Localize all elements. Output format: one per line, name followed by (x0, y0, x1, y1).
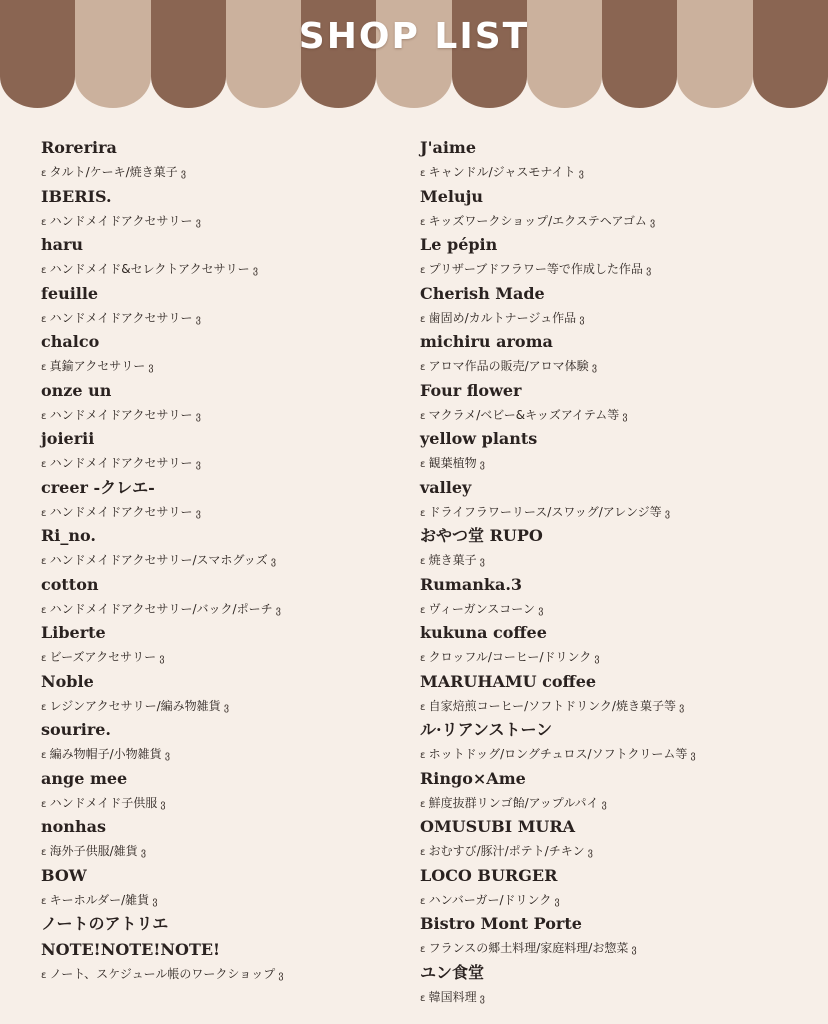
shop-description: ε ハンバーガー/ドリンク ვ (420, 892, 560, 907)
list-item (420, 184, 800, 233)
list-item (420, 717, 800, 766)
shop-description: ε ハンドメイドアクセサリー ვ (41, 310, 201, 325)
shop-name: sourire. (41, 720, 111, 739)
shop-description: ε ビーズアクセサリー ვ (41, 650, 165, 664)
shop-name: Ringo×Ame (420, 768, 526, 788)
shop-name: michiru aroma (420, 332, 553, 351)
list-item (420, 232, 800, 281)
shop-name: OMUSUBI MURA (420, 817, 576, 836)
shop-name: kukuna coffee (420, 623, 547, 642)
shop-list-right-column (420, 135, 800, 1008)
list-item (41, 863, 421, 912)
list-item (41, 911, 421, 986)
shop-description: ε アロマ作品の販売/アロマ体験 ვ (420, 359, 597, 373)
list-item (420, 329, 800, 378)
shop-name: おやつ堂 RUPO (420, 526, 543, 545)
shop-name: Liberte (41, 623, 106, 642)
list-item (41, 717, 421, 766)
list-item (41, 378, 421, 427)
list-item (420, 475, 800, 524)
list-item (41, 184, 421, 233)
list-item (41, 426, 421, 475)
list-item (420, 281, 800, 330)
shop-description: ε ハンドメイドアクセサリー ვ (41, 456, 201, 470)
shop-name: ノートのアトリエ (41, 914, 169, 933)
shop-name: Cherish Made (420, 283, 545, 303)
list-item (420, 911, 800, 960)
shop-name: ange mee (41, 768, 128, 788)
shop-name: IBERIS. (41, 186, 112, 206)
shop-description: ε ホットドッグ/ロングチュロス/ソフトクリーム等 ვ (420, 747, 696, 761)
shop-description: ε 韓国料理 ვ (420, 989, 485, 1004)
shop-name: joierii (41, 429, 95, 448)
list-item (41, 669, 421, 718)
shop-description: ε 焼き菓子 ვ (420, 553, 485, 567)
list-item (420, 669, 800, 718)
list-item (41, 620, 421, 669)
list-item (420, 426, 800, 475)
shop-name: LOCO BURGER (420, 865, 558, 885)
shop-name-secondary: NOTE!NOTE!NOTE! (41, 940, 221, 959)
shop-description: ε ハンドメイドアクセサリー/バック/ポーチ ვ (41, 601, 281, 616)
shop-name: valley (420, 477, 472, 497)
shop-name: Rumanka.3 (420, 574, 523, 594)
list-item (41, 281, 421, 330)
shop-description: ε おむすび/豚汁/ポテト/チキン ვ (420, 844, 593, 858)
list-item (420, 135, 800, 184)
list-item (420, 620, 800, 669)
shop-name: ユン食堂 (420, 962, 485, 982)
shop-name: Noble (41, 671, 94, 691)
shop-name: nonhas (41, 817, 106, 836)
shop-name: Meluju (420, 186, 484, 206)
list-item (420, 863, 800, 912)
shop-description: ε ハンドメイド&セレクトアクセサリー ვ (41, 262, 258, 276)
shop-description: ε ハンドメイドアクセサリー ვ (41, 213, 201, 228)
list-item (420, 814, 800, 863)
shop-name: Four flower (420, 380, 522, 400)
list-item (420, 572, 800, 621)
list-item (41, 766, 421, 815)
shop-description: ε キーホルダー/雑貨 ვ (41, 892, 158, 907)
shop-description: ε キッズワークショップ/エクステヘアゴム ვ (420, 213, 656, 228)
shop-description: ε 真鍮アクセサリー ვ (41, 359, 154, 373)
shop-name: feuille (41, 283, 99, 303)
shop-description: ε ハンドメイド子供服 ვ (41, 795, 166, 810)
page-title: SHOP LIST (298, 16, 530, 57)
list-item (41, 814, 421, 863)
list-item (420, 378, 800, 427)
list-item (420, 523, 800, 572)
list-item (41, 523, 421, 572)
shop-description: ε 編み物帽子/小物雑貨 ვ (41, 747, 170, 761)
shop-description: ε ヴィーガンスコーン ვ (420, 601, 544, 616)
shop-name: Ri_no. (41, 526, 96, 545)
shop-description: ε タルト/ケーキ/焼き菓子 ვ (41, 165, 186, 179)
list-item (41, 232, 421, 281)
shop-description: ε 海外子供服/雑貨 ვ (41, 844, 146, 858)
shop-name: chalco (41, 332, 100, 351)
shop-description: ε 観葉植物 ვ (420, 456, 485, 470)
list-item (41, 475, 421, 524)
shop-description: ε キャンドル/ジャスモナイト ვ (420, 165, 584, 179)
shop-description: ε 鮮度抜群リンゴ飴/アップルパイ ვ (420, 795, 607, 810)
shop-description: ε マクラメ/ベビー&キッズアイテム等 ვ (420, 407, 628, 422)
shop-list-left-column (41, 135, 421, 986)
shop-description: ε プリザーブドフラワー等で作成した作品 ვ (420, 262, 652, 276)
shop-description: ε ハンドメイドアクセサリー/スマホグッズ ვ (41, 553, 277, 567)
list-item (420, 766, 800, 815)
shop-name: haru (41, 235, 84, 254)
shop-name: BOW (41, 865, 87, 885)
shop-name: onze un (41, 380, 112, 400)
shop-description: ε ハンドメイドアクセサリー ვ (41, 407, 201, 422)
shop-name: Bistro Mont Porte (420, 914, 582, 933)
shop-description: ε ハンドメイドアクセサリー ვ (41, 504, 201, 519)
list-item (41, 329, 421, 378)
shop-name: yellow plants (420, 429, 538, 448)
shop-description: ε 自家焙煎コーヒー/ソフトドリンク/焼き菓子等 ვ (420, 698, 685, 713)
shop-description: ε フランスの郷土料理/家庭料理/お惣菜 ვ (420, 941, 637, 955)
shop-name: ル·リアンストーン (420, 720, 553, 739)
list-item (420, 960, 800, 1009)
shop-name: Rorerira (41, 138, 117, 157)
shop-description: ε レジンアクセサリー/編み物雑貨 ვ (41, 698, 229, 713)
shop-name: creer -クレエ- (41, 477, 155, 497)
shop-description: ε 歯固め/カルトナージュ作品 ვ (420, 310, 585, 325)
shop-description: ε ドライフラワーリース/スワッグ/アレンジ等 ვ (420, 504, 670, 519)
shop-name: cotton (41, 574, 99, 594)
shop-name: Le pépin (420, 235, 498, 254)
shop-name: MARUHAMU coffee (420, 671, 597, 691)
shop-name: J'aime (420, 138, 477, 157)
list-item (41, 572, 421, 621)
shop-description: ε ノート、スケジュール帳のワークショップ ვ (41, 967, 284, 981)
shop-description: ε クロッフル/コーヒー/ドリンク ვ (420, 650, 600, 664)
list-item (41, 135, 421, 184)
